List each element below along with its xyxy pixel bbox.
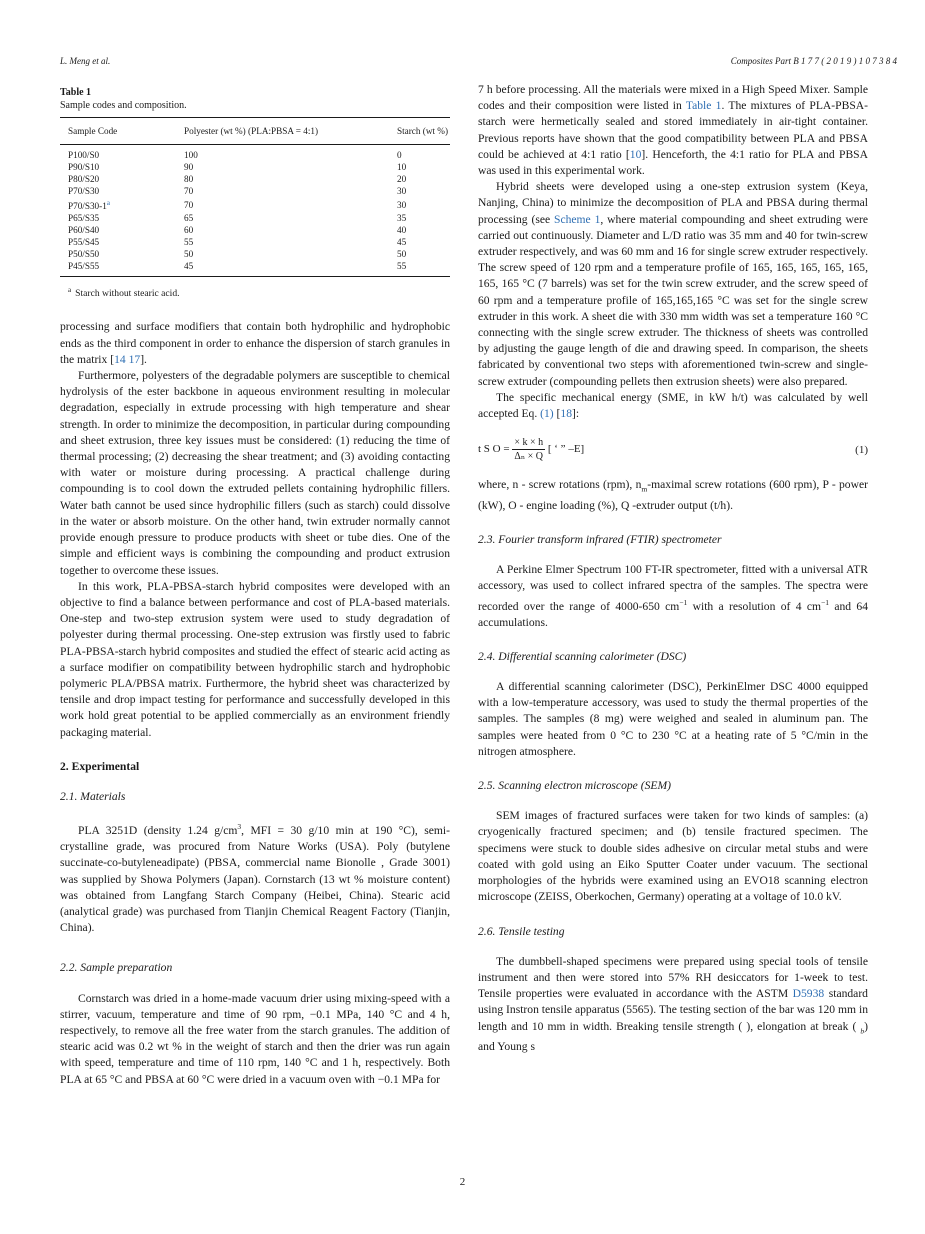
astm-standard-link[interactable]: D5938 <box>792 987 825 1001</box>
text-run: processing and surface modifiers that contain both hydrophilic and hydrophobic ends as the third component in order to enhance the dispersion of starch granules in the matrix [ <box>60 320 450 366</box>
cell-polyester: 50 <box>184 249 194 260</box>
subscript: b <box>860 1025 865 1035</box>
text-run: The dumbbell-shaped specimens were prepared using special tools of tensile instrument and then were stored into 57% RH desiccators for 1-week to test. Tensile properties were evaluated in accordance with the ASTM <box>478 954 868 1001</box>
footnote-text: Starch without stearic acid. <box>75 288 180 300</box>
subsection-heading-tensile: 2.6. Tensile testing <box>478 924 565 938</box>
table-row <box>60 173 450 185</box>
cell-polyester: 60 <box>184 225 194 236</box>
text-run: The specific mechanical energy (SME, in kW h/t) was calculated by well accepted Eq. <box>478 390 868 421</box>
scheme-1-link[interactable]: Scheme 1 <box>554 212 601 226</box>
cell-code <box>60 197 176 212</box>
footnote-mark: a <box>68 286 72 295</box>
superscript: 3 <box>237 822 242 832</box>
cell-code: P60/S40 <box>68 225 100 236</box>
footnote-marker-link[interactable]: a <box>106 199 110 208</box>
text-run: A Perkine Elmer Spectrum 100 FT-IR spectrometer, fitted with a universal ATR accessory, was used to collect infrared spectra of the samples. The spectra were recorded over the range of 4000-650 cm <box>478 563 868 613</box>
text-run: with a resolution of 4 cm <box>687 599 822 613</box>
paragraph-tensile <box>478 954 868 1056</box>
citation-link[interactable]: 18 <box>560 407 573 421</box>
cell-code: P55/S45 <box>68 237 100 248</box>
paragraph-hydrolysis: Furthermore, polyesters of the degradable polymers are susceptible to chemical hydrolysis of the ester backbone in aqueous environment resulting in molecular degradation, especially in extrude processing with high temperature and shear strength. In order to minimize the decomposition, in particular during compounding and sheet extrusion, three key issues must be considered: (1) reducing the time of thermal processing; (2) decreasing the shear treatment; and (3) avoiding contacting with water or moisture during processing. A practical challenge during compounding is to cool down the extruded pellets containing hydrophilic fillers. Water bath cannot be used since hydrophilic fillers (such as starch) could dissolve in the water or absorb moisture. On the other hand, twin extruder normally cannot provide enough pressure to produce products with sheet or tube dies. One of the simple and efficient ways is combining the compounding and product extrusion together to overcome these issues. <box>60 369 450 577</box>
section-heading-experimental: 2. Experimental <box>60 759 140 773</box>
paragraph-sem: SEM images of fractured surfaces were taken for two kinds of samples: (a) cryogenically fractured specimen; and (b) tensile fractured specimen. The specimens were stuck to double sides adhesive on circular metal stubs and were coated with gold using an Eiko Sputter Coater under vacuum. The sectional morphologies of the hybrids were examined using an EVO18 scanning electron microscope (ZEISS, Oberkochen, Germany) operating at a voltage of 10.0 kV. <box>478 809 868 904</box>
running-header-journal: Composites Part B 1 7 7 ( 2 0 1 9 ) 1 0 7 3 8 4 <box>730 56 897 66</box>
text-run: ]. Henceforth, the 4:1 ratio for PLA and PBSA was used in this experimental work. <box>478 147 868 178</box>
cell-code: P45/S55 <box>60 260 176 277</box>
cell-code-text: P70/S30-1 <box>68 201 107 212</box>
text-run: ]. <box>140 352 147 366</box>
cell-polyester: 65 <box>184 213 194 224</box>
sample-codes-table <box>60 117 450 277</box>
cell-polyester: 80 <box>184 174 194 185</box>
col-header-sample-code: Sample Code <box>60 118 176 145</box>
text-run: [ <box>553 407 561 421</box>
cell-code: P50/S50 <box>68 249 100 260</box>
cell-polyester: 55 <box>184 237 194 248</box>
cell-code: P100/S0 <box>68 150 100 161</box>
paragraph-materials <box>60 819 450 936</box>
cell-code: P90/S10 <box>68 162 100 173</box>
paragraph-sample-preparation: Cornstarch was dried in a home-made vacuum drier using mixing-speed with a stirrer, vacuum, temperature and time of 90 rpm, −0.1 MPa, 140 °C and 4 h, respectively, to remove all the free water from the starch granules. The addition of stearic acid was 0.2 wt % in the weight of starch and then the drier was run again with speed, temperature and time of 110 rpm, 140 °C and 1 h, respectively. Both PLA at 65 °C and PBSA at 60 °C were dried in a vacuum oven with −0.1 MPa for <box>60 991 450 1086</box>
table-title: Table 1 <box>60 87 92 98</box>
paragraph-this-work: In this work, PLA-PBSA-starch hybrid composites were developed with an objective to find a balance between performance and cost of PLA-based materials. One-step and two-step extrusion system were used to study degradation of polyester during thermal processing. One-step extrusion was firstly used to fabric PLA-PBSA-starch hybrid composites and studied the effect of stearic acid acting as a surface modifier on compatibility between hydrophilic starch and hydrophobic polymeric PLA/PBSA matrix. Furthermore, the hybrid sheet was characterized by tensile and drop impact testing for performance and successfully developed in this work hold great potential to be applied commercially as an environment friendly packaging material. <box>60 579 450 739</box>
text-run: -maximal screw rotations (600 rpm), P - power (kW), O - engine loading (%), Q -extruder output (t/h). <box>478 478 868 512</box>
left-column <box>60 82 450 1088</box>
table-row <box>60 185 450 197</box>
cell-polyester: 70 <box>184 186 194 197</box>
cell-starch: 50 <box>397 249 407 260</box>
paragraph-surface-modifiers <box>60 319 450 368</box>
paragraph-hybrid-sheets <box>478 179 868 390</box>
cell-polyester: 70 <box>184 199 194 210</box>
right-column <box>478 82 868 1055</box>
running-header-authors: L. Meng et al. <box>60 56 111 66</box>
col-header-starch: Starch (wt %) <box>389 118 450 145</box>
equation-fraction <box>512 436 545 463</box>
subscript: m <box>641 484 648 494</box>
cell-starch: 30 <box>397 199 407 210</box>
subsection-heading-ftir: 2.3. Fourier transform infrared (FTIR) spectrometer <box>478 532 722 546</box>
text-run: , MFI = 30 g/10 min at 190 °C), semi-crystalline grade, was procured from Nature Works (USA). Poly (butylene succinate-co-butyleneadipate) (PBSA, commercial name Bionolle , Grade 3001) was supplied by Showa Polymers (Japan). Cornstarch (13 wt % moisture content) was obtained from Langfang Starch Company (Heibei, China). Stearic acid (analytical grade) was purchased from Tianjin Chemical Reagent Factory (Tianjin, China). <box>60 824 450 935</box>
table-1 <box>60 86 450 301</box>
table-row <box>60 224 450 236</box>
superscript: −1 <box>821 597 829 607</box>
cell-starch: 35 <box>397 213 407 224</box>
table-row <box>60 197 450 212</box>
equation-1 <box>478 436 868 463</box>
table-row <box>60 161 450 173</box>
paragraph-variables <box>478 477 868 514</box>
paragraph-mixing <box>478 82 868 179</box>
subsection-heading-sem: 2.5. Scanning electron microscope (SEM) <box>478 779 671 793</box>
cell-starch: 40 <box>397 225 407 236</box>
subsection-heading-sample-preparation: 2.2. Sample preparation <box>60 961 173 975</box>
paragraph-sme <box>478 390 868 422</box>
text-run: PLA 3251D (density 1.24 g/cm <box>78 824 238 837</box>
cell-starch: 10 <box>397 162 407 173</box>
cell-starch: 20 <box>397 174 407 185</box>
table-row <box>60 236 450 248</box>
text-run: and 64 accumulations. <box>478 599 868 629</box>
cell-code: P70/S30 <box>68 186 100 197</box>
cell-starch: 0 <box>397 150 402 161</box>
col-header-polyester: Polyester (wt %) (PLA:PBSA = 4:1) <box>176 118 389 145</box>
equation-tail: [ ‘ ” ‒E] <box>547 443 585 456</box>
equation-numerator: × k × h <box>514 437 544 449</box>
table-row <box>60 212 450 224</box>
text-run: 7 h before processing. All the materials were mixed in a High Speed Mixer. Sample codes and their composition were listed in <box>478 83 868 113</box>
table-1-link[interactable]: Table 1 <box>685 99 722 113</box>
equation-lhs: t S O = <box>478 443 510 456</box>
equation-denominator: Δₙ × Q <box>514 451 544 463</box>
cell-code: P65/S35 <box>68 213 100 224</box>
equation-1-link[interactable]: (1) <box>540 407 554 421</box>
cell-polyester: 45 <box>176 260 389 277</box>
table-caption: Sample codes and composition. <box>60 100 187 111</box>
citation-link[interactable]: 10 <box>629 147 642 161</box>
paragraph-dsc: A differential scanning calorimeter (DSC), PerkinElmer DSC 4000 equipped with a low-temperature accessory, was used to study the thermal properties of the samples. The samples (8 mg) were weighed and sealed in aluminum pan. The samples were heated from 0 °C to 230 °C at a heating rate of 5 °C/min in the nitrogen atmosphere. <box>478 680 868 758</box>
text-run: ) and Young s <box>478 1019 868 1054</box>
subsection-heading-materials: 2.1. Materials <box>60 789 126 803</box>
text-run: ]: <box>572 407 580 421</box>
equation-number: (1) <box>855 443 868 456</box>
cell-code: P80/S20 <box>68 174 100 185</box>
table-footnote <box>60 283 450 301</box>
cell-polyester: 90 <box>184 162 194 173</box>
paragraph-ftir <box>478 562 868 631</box>
table-row <box>60 248 450 260</box>
table-row <box>60 260 450 277</box>
superscript: −1 <box>679 597 688 607</box>
table-row <box>60 145 450 162</box>
text-run: , where material compounding and sheet extruding were carried out continuously. Diameter and L/D ratio was 35 mm and 40 for twin-screw extruder respectively, and was 60 mm and 16 for single screw extruder respectively. The screw speed of 120 rpm and a temperature profile of 165, 165, 165, 165, 165, 165, 165 °C (7 barrels) was set for the twin screw extruder, and the screw speed of 60 rpm and a temperature profile of 165,165,165 °C was set for the single screw extruder in this work. A sheet die with 330 mm width was set a temperature 160 °C connecting with the single screw extruder. The thickness of sheets was controlled by adjusting the gauge length of die and drawing speed. In comparison, the sheets fabricated by conventional two steps with aforementioned twin-screw and single-screw extruder (compounding pellets then extrusion sheets) were also prepared. <box>478 212 868 388</box>
text-run: Hybrid sheets were developed using a one-step extrusion system (Keya, Nanjing, China) to minimize the decomposition of PLA and PBSA during thermal processing (see <box>478 180 868 226</box>
text-run: . The mixtures of PLA-PBSA-starch were hermetically sealed and stored immediately in air-tight container. Previous reports have shown that the good compatibility between PLA and PBSA could be achieved at 4:1 ratio [ <box>478 99 868 161</box>
text-run: standard using Instron tensile apparatus (5565). The testing section of the bar was 120 mm in length and 10 mm in width. Breaking tensile strength ( ), elongation at break ( <box>478 987 868 1033</box>
page-number: 2 <box>459 1176 466 1188</box>
equation-body <box>478 436 584 463</box>
subsection-heading-dsc: 2.4. Differential scanning calorimeter (DSC) <box>478 649 687 663</box>
cell-starch: 55 <box>389 260 450 277</box>
citation-link[interactable]: 14 17 <box>114 352 141 366</box>
cell-polyester: 100 <box>184 150 198 161</box>
cell-starch: 30 <box>397 186 407 197</box>
cell-starch: 45 <box>397 237 407 248</box>
text-run: where, n - screw rotations (rpm), n <box>478 478 642 492</box>
